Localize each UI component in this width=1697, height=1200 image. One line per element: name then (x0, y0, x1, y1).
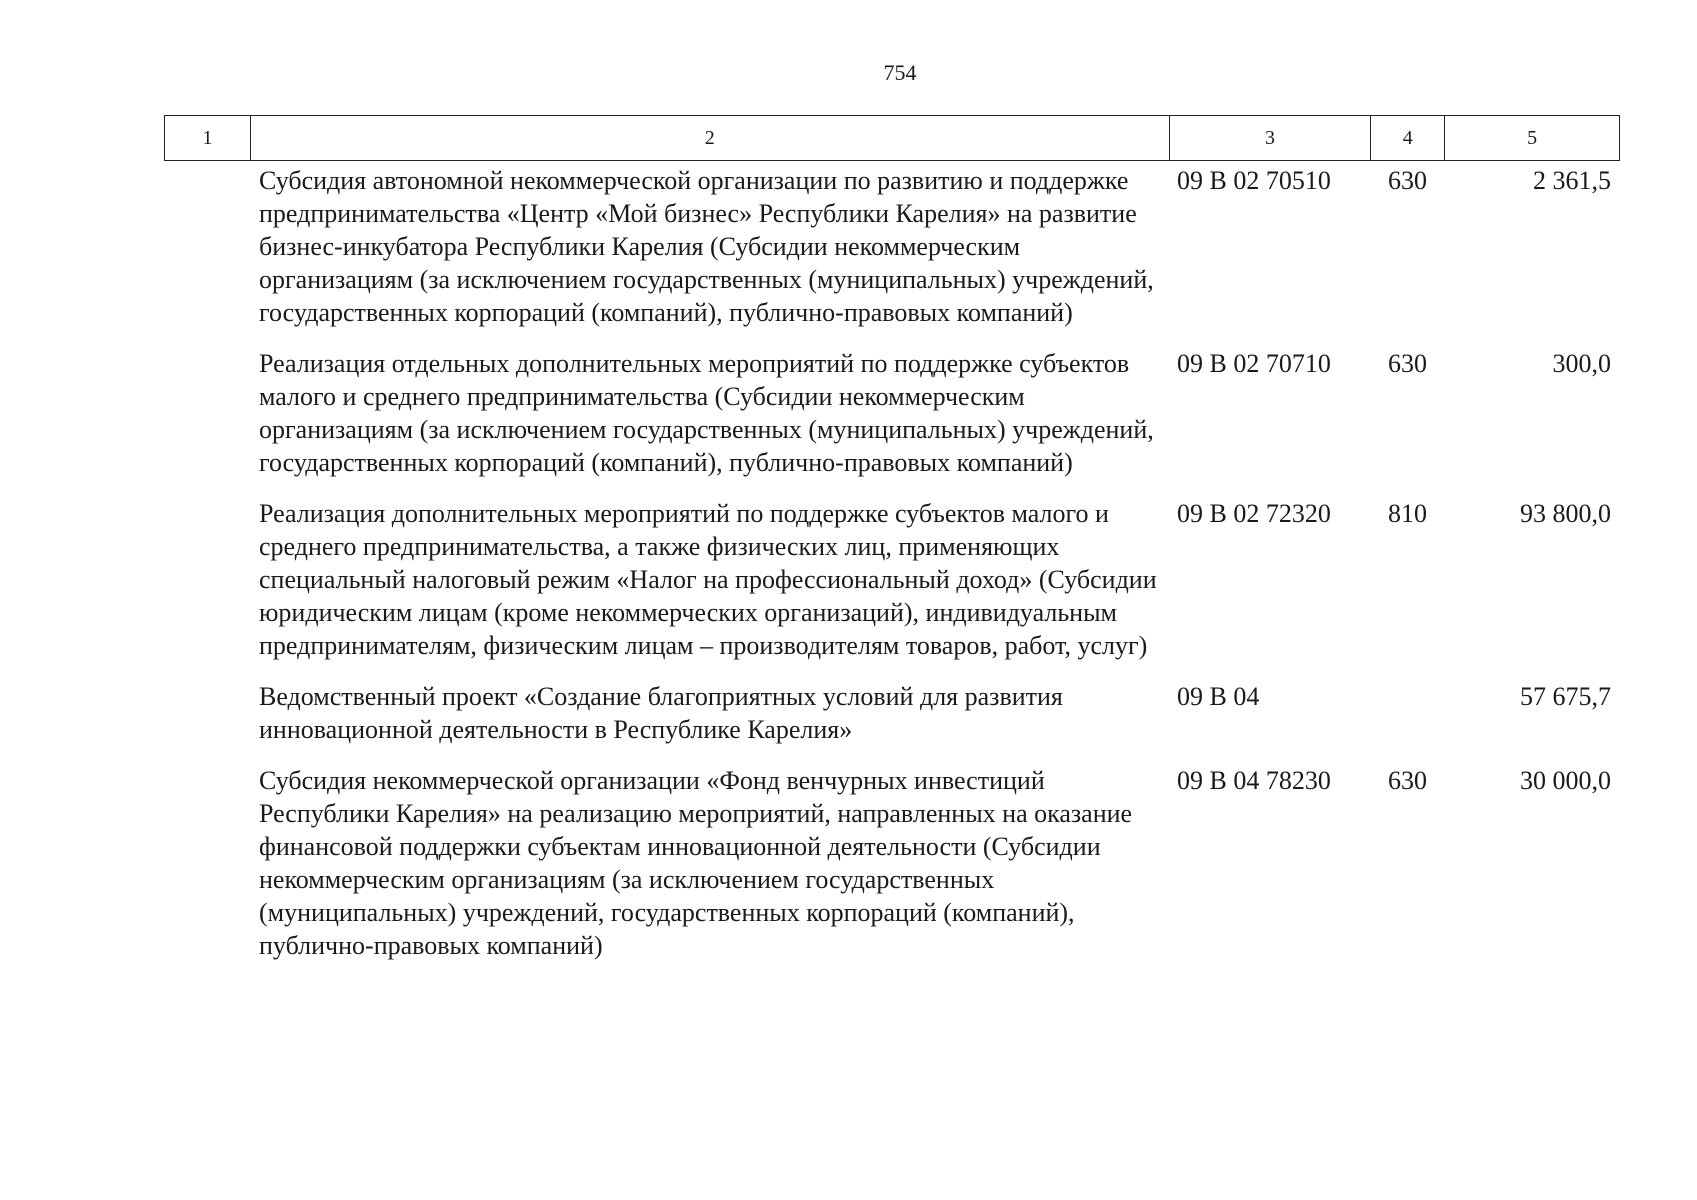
row-type: 810 (1388, 499, 1427, 528)
header-col-3: 3 (1170, 116, 1372, 160)
row-amount: 57 675,7 (1520, 682, 1611, 711)
row-col-1 (164, 347, 250, 479)
table-row (164, 164, 1620, 329)
row-description: Субсидия автономной некоммерческой организации по развитию и поддержке предпринимательства «Центр «Мой бизнес» Республики Карелия» на развитие бизнес-инкубатора Республики Карелия (Субсидии некоммерческим организациям (за исключением государственных (муниципальных) учреждений, государственных корпораций (компаний), публично-правовых компаний) (259, 166, 1154, 327)
row-col-1 (164, 497, 250, 662)
row-description: Реализация отдельных дополнительных мероприятий по поддержке субъектов малого и среднего предпринимательства (Субсидии некоммерческим организациям (за исключением государственных (муниципальных) учреждений, государственных корпораций (компаний), публично-правовых компаний) (259, 349, 1154, 477)
row-type (1372, 680, 1446, 746)
row-amount: 2 361,5 (1533, 166, 1611, 195)
row-code: 09 В 02 72320 (1177, 499, 1331, 528)
header-col-2: 2 (251, 116, 1170, 160)
row-col-1 (164, 764, 250, 962)
row-amount: 93 800,0 (1520, 499, 1611, 528)
row-type: 630 (1388, 349, 1427, 378)
header-col-1: 1 (165, 116, 251, 160)
row-col-1 (164, 680, 250, 746)
row-type: 630 (1388, 166, 1427, 195)
row-amount: 300,0 (1552, 349, 1611, 378)
row-description: Реализация дополнительных мероприятий по поддержке субъектов малого и среднего предпринимательства, а также физических лиц, применяющих специальный налоговый режим «Налог на профессиональный доход» (Субсидии юридическим лицам (кроме некоммерческих организаций), индивидуальным предпринимателям, физическим лицам – производителям товаров, работ, услуг) (259, 499, 1157, 660)
row-amount: 30 000,0 (1520, 766, 1611, 795)
row-description: Ведомственный проект «Создание благоприятных условий для развития инновационной деятельности в Республике Карелия» (259, 682, 1063, 744)
header-col-5: 5 (1527, 126, 1538, 149)
table-body (164, 164, 1620, 980)
row-code: 09 В 02 70710 (1177, 349, 1331, 378)
row-col-1 (164, 164, 250, 329)
table-row (164, 764, 1620, 962)
header-col-4: 4 (1371, 116, 1445, 160)
row-code: 09 В 04 78230 (1177, 766, 1331, 795)
row-description: Субсидия некоммерческой организации «Фонд венчурных инвестиций Республики Карелия» на реализацию мероприятий, направленных на оказание финансовой поддержки субъектам инновационной деятельности (Субсидии некоммерческим организациям (за исключением государственных (муниципальных) учреждений, государственных корпораций (компаний), публично-правовых компаний) (259, 766, 1133, 960)
table-row (164, 347, 1620, 479)
row-code: 09 В 04 (1177, 682, 1260, 711)
row-code: 09 В 02 70510 (1177, 166, 1331, 195)
table-header (164, 115, 1620, 161)
table-row (164, 497, 1620, 662)
table-row (164, 680, 1620, 746)
page-number: 754 (883, 60, 917, 85)
row-type: 630 (1388, 766, 1427, 795)
